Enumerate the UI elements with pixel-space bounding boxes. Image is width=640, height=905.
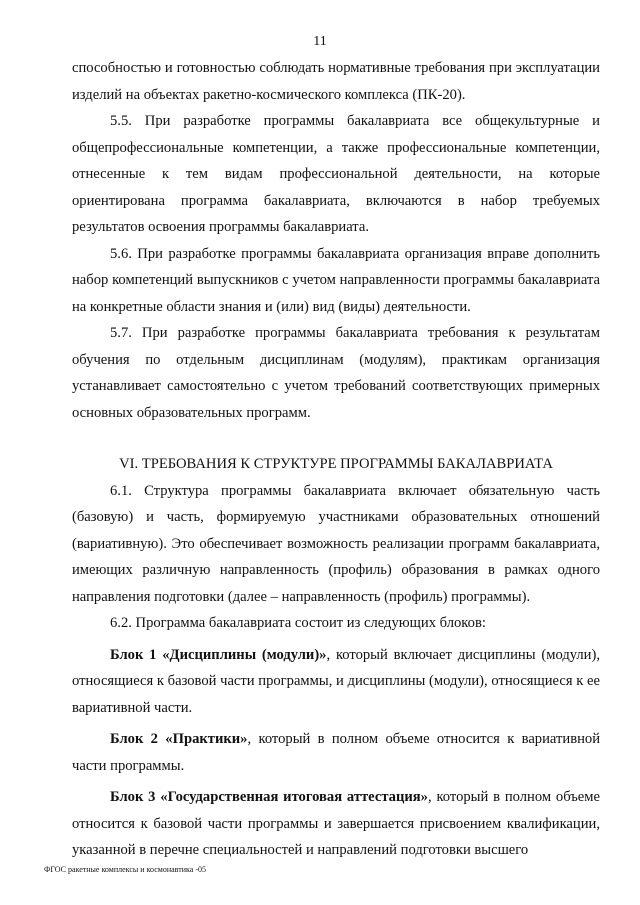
block-2-title: Блок 2 «Практики» [110,731,248,747]
paragraph-block-1 [72,642,600,722]
block-2-text: , который в полном объеме относится к вариативной части программы. [72,731,601,774]
paragraph-block-2 [72,726,600,779]
block-3-title: Блок 3 «Государственная итоговая аттестация» [110,789,428,805]
document-body [72,55,600,864]
paragraph-5-6: 5.6. При разработке программы бакалавриата организация вправе дополнить набор компетенций выпускников с учетом направленности программы бакалавриата на конкретные области знания и (или) вид (виды) деятельности. [72,245,600,315]
block-1-text: , который включает дисциплины (модули), относящиеся к базовой части программы, и дисциплины (модули), относящиеся к ее вариативной части. [72,646,601,716]
paragraph-block-3 [72,784,600,864]
block-3-text: , который в полном объеме относится к базовой части программы и завершается присвоением квалификации, указанной в перечне специальностей и направлений подготовки высшего [72,789,600,858]
paragraph-6-2: 6.2. Программа бакалавриата состоит из следующих блоков: [110,615,486,631]
footer-doc-id: ФГОС ракетные комплексы и космонавтика -05 [44,865,207,874]
section-heading: VI. ТРЕБОВАНИЯ К СТРУКТУРЕ ПРОГРАММЫ БАКАЛАВРИАТА [119,456,553,472]
page-number: 11 [313,34,327,49]
paragraph-pk20: способностью и готовностью соблюдать нормативные требования при эксплуатации изделий на объектах ракетно-космического комплекса (ПК-20). [72,60,600,103]
paragraph-5-7: 5.7. При разработке программы бакалавриата требования к результатам обучения по отдельным дисциплинам (модулям), практикам организация устанавливает самостоятельно с учетом требований соответствующих примерных основных образовательных программ. [72,325,600,421]
paragraph-6-1: 6.1. Структура программы бакалавриата включает обязательную часть (базовую) и часть, формируемую участниками образовательных отношений (вариативную). Это обеспечивает возможность реализации программ бакалавриата, имеющих различную направленность (профиль) образования в рамках одного направления подготовки (далее – направленность (профиль) программы). [72,482,600,605]
block-1-title: Блок 1 «Дисциплины (модули)» [110,646,327,663]
paragraph-5-5: 5.5. При разработке программы бакалавриата все общекультурные и общепрофессиональные компетенции, а также профессиональные компетенции, отнесенные к тем видам профессиональной деятельности, на которые ориентирована программа бакалавриата, включаются в набор требуемых результатов освоения программы бакалавриата. [72,113,600,235]
